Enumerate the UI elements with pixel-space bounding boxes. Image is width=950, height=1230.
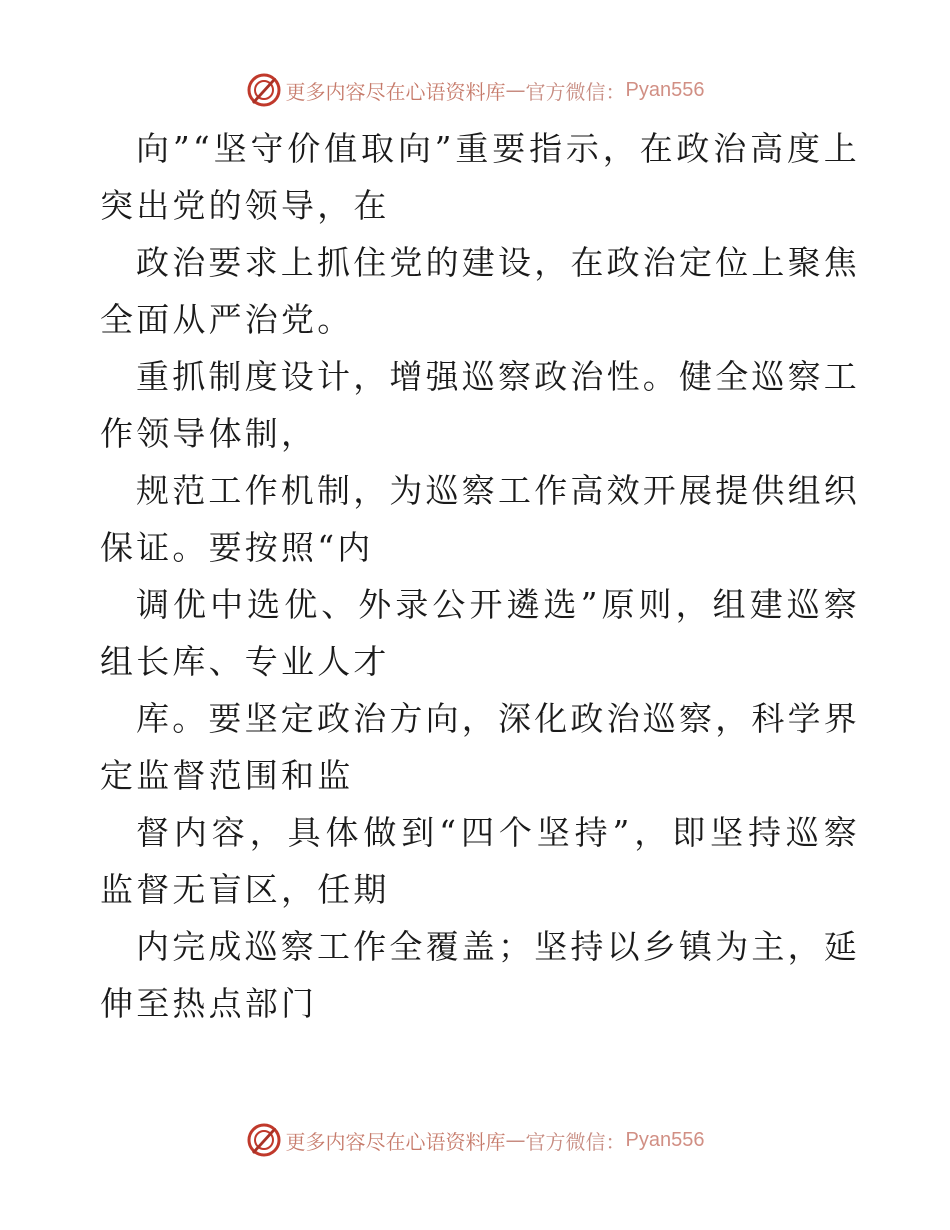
paragraph: 向”“坚守价值取向”重要指示，在政治高度上突出党的领导，在 bbox=[100, 129, 860, 225]
paragraph: 督内容，具体做到“四个坚持”，即坚持巡察监督无盲区，任期 bbox=[100, 813, 860, 909]
banner-prefix: 更多内容尽在心语资料库 bbox=[285, 1129, 506, 1154]
quill-logo-icon bbox=[246, 72, 282, 108]
banner-prefix: 更多内容尽在心语资料库 bbox=[285, 79, 506, 104]
banner-wechat-label: 官方微信： bbox=[525, 79, 626, 104]
banner-dash: — bbox=[505, 1128, 526, 1152]
header-banner bbox=[0, 70, 950, 110]
paragraph: 库。要坚定政治方向，深化政治巡察，科学界定监督范围和监 bbox=[100, 699, 860, 795]
banner-wechat-id: Pyan556 bbox=[625, 78, 705, 101]
document-body bbox=[100, 120, 860, 1032]
paragraph: 调优中选优、外录公开遴选”原则，组建巡察组长库、专业人才 bbox=[100, 585, 860, 681]
banner-dash: — bbox=[505, 78, 526, 102]
paragraph: 重抓制度设计，增强巡察政治性。健全巡察工作领导体制， bbox=[100, 357, 860, 453]
banner-wechat-id: Pyan556 bbox=[625, 1128, 705, 1151]
paragraph: 规范工作机制，为巡察工作高效开展提供组织保证。要按照“内 bbox=[100, 471, 860, 567]
banner-wechat-label: 官方微信： bbox=[525, 1129, 626, 1154]
paragraph: 内完成巡察工作全覆盖；坚持以乡镇为主，延伸至热点部门 bbox=[100, 927, 860, 1023]
footer-banner bbox=[0, 1120, 950, 1160]
quill-logo-icon bbox=[246, 1122, 282, 1158]
paragraph: 政治要求上抓住党的建设，在政治定位上聚焦全面从严治党。 bbox=[100, 243, 860, 339]
